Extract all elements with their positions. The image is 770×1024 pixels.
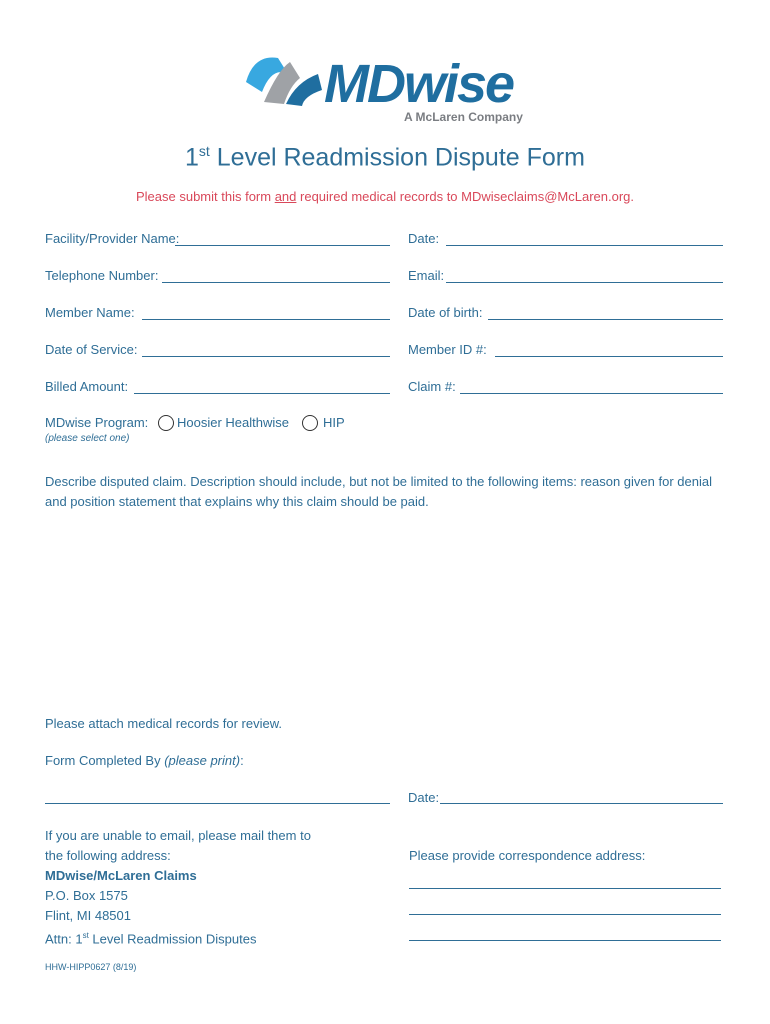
mail-recipient: MDwise/McLaren Claims [45, 868, 197, 883]
mail-intro: If you are unable to email, please mail them to the following address: MDwise/McLaren Claims P.O. Box 1575 Flint, MI 48501 Attn: 1st Level Readmission Disputes [45, 826, 311, 949]
completed-by-label: Form Completed By (please print): [45, 753, 244, 768]
mdwise-logo [244, 52, 534, 132]
telephone-label: Telephone Number: [45, 268, 159, 283]
date-label: Date: [408, 231, 440, 246]
program-label: MDwise Program: [45, 415, 149, 430]
date-of-service-label: Date of Service: [45, 342, 138, 357]
correspondence-label: Please provide correspondence address: [409, 848, 646, 863]
member-id-field[interactable] [495, 356, 723, 357]
option-hip-label: HIP [323, 415, 345, 430]
logo-tagline: A McLaren Company [404, 110, 523, 124]
program-hint: (please select one) [45, 433, 130, 444]
completed-by-field[interactable] [45, 803, 390, 804]
description-area[interactable] [45, 520, 725, 700]
member-id-label: Member ID #: [408, 342, 487, 357]
email-field[interactable] [446, 282, 723, 283]
mail-po-box: P.O. Box 1575 [45, 888, 128, 903]
facility-label: Facility/Provider Name: [45, 231, 180, 246]
billed-amount-label: Billed Amount: [45, 379, 129, 394]
form-code: HHW-HIPP0627 (8/19) [45, 962, 137, 972]
dob-label: Date of birth: [408, 305, 483, 320]
correspondence-line-3[interactable] [409, 940, 721, 941]
page-title: 1st Level Readmission Dispute Form [185, 143, 585, 172]
facility-field[interactable] [175, 245, 390, 246]
signature-date-field[interactable] [440, 803, 723, 804]
page-subtitle: Please submit this form and required medical records to MDwiseclaims@McLaren.org. [135, 189, 634, 204]
dob-field[interactable] [488, 319, 723, 320]
option-hoosier-healthwise-label: Hoosier Healthwise [177, 415, 289, 430]
radio-hoosier-healthwise[interactable] [158, 415, 174, 431]
email-label: Email: [408, 268, 445, 283]
member-name-label: Member Name: [45, 305, 135, 320]
date-field[interactable] [446, 245, 723, 246]
description-instructions: Describe disputed claim. Description should include, but not be limited to the following items: reason given for denial and position statement that explains why this claim should be paid. [45, 474, 712, 509]
billed-amount-field[interactable] [134, 393, 390, 394]
correspondence-line-2[interactable] [409, 914, 721, 915]
mail-attn: Attn: 1st Level Readmission Disputes [45, 931, 257, 947]
correspondence-line-1[interactable] [409, 888, 721, 889]
mail-city: Flint, MI 48501 [45, 908, 131, 923]
logo-mark-icon [244, 52, 324, 108]
telephone-field[interactable] [162, 282, 390, 283]
signature-date-label: Date: [408, 790, 440, 805]
claim-field[interactable] [460, 393, 723, 394]
date-of-service-field[interactable] [142, 356, 390, 357]
member-name-field[interactable] [142, 319, 390, 320]
claim-label: Claim #: [408, 379, 456, 394]
radio-hip[interactable] [302, 415, 318, 431]
logo-wordmark: MDwise [324, 54, 514, 114]
attach-instructions: Please attach medical records for review. [45, 716, 282, 731]
